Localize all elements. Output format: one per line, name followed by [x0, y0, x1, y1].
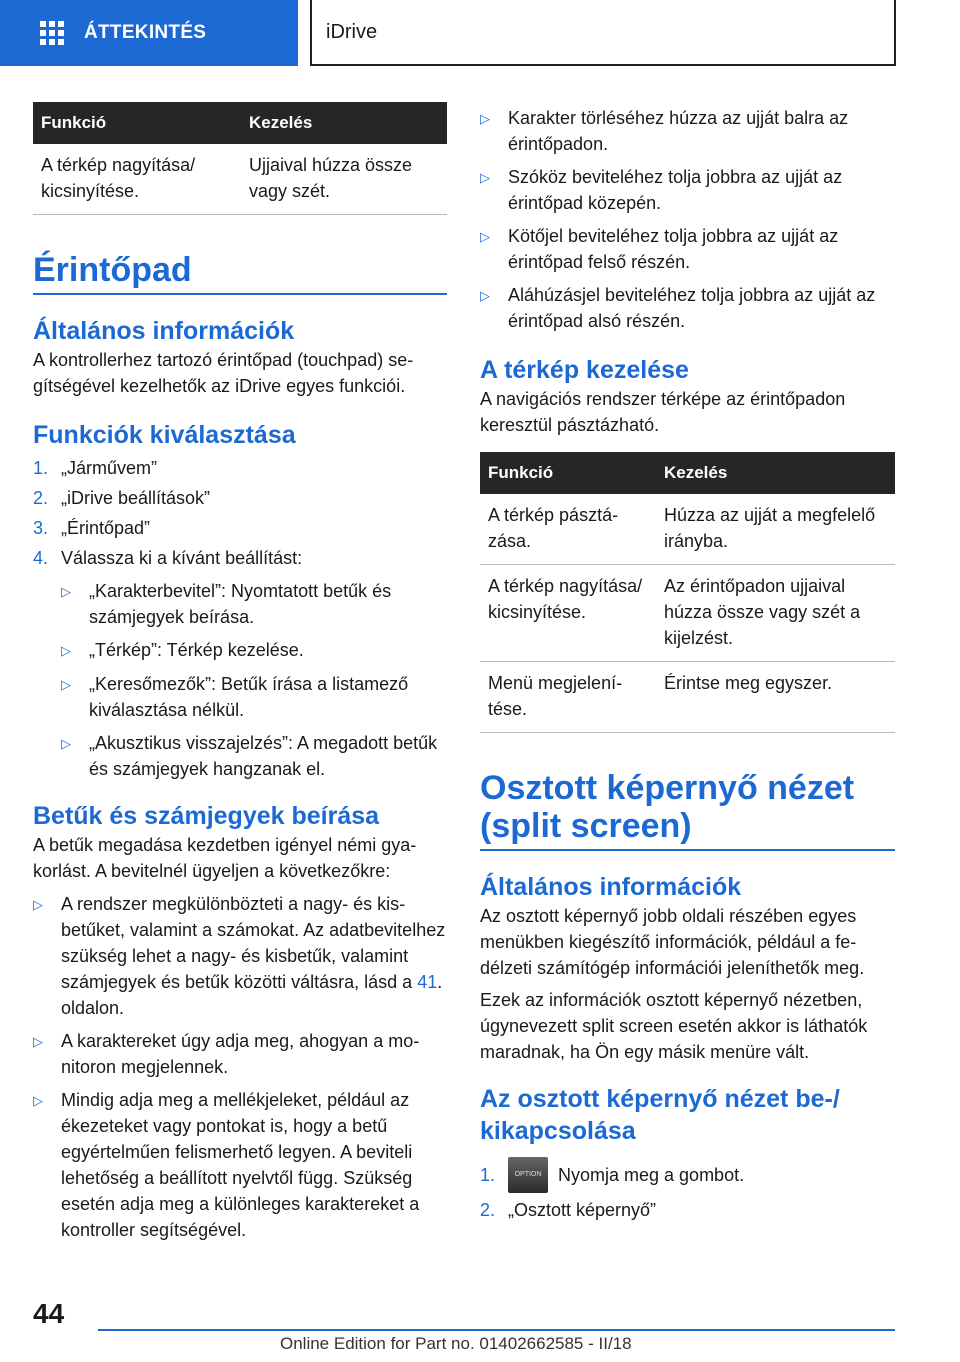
table-cell: A térkép nagyítása/ kicsinyítése.: [33, 144, 241, 215]
bullet-text: A karaktereket úgy adja meg, ahogyan a monitoron megjelennek.: [61, 1031, 420, 1077]
table-cell: Húzza az ujját a megfelelő irányba.: [656, 494, 895, 565]
steps-list: [480, 1157, 895, 1223]
list-item: [33, 1087, 447, 1243]
triangle-bullet-icon: ▷: [33, 1093, 43, 1108]
footer-edition: Online Edition for Part no. 01402662585 - II/18: [280, 1334, 632, 1353]
bullet-text: Karakter törléséhez húzza az ujját balra az érintőpadon.: [508, 108, 849, 154]
list-item: [33, 1028, 447, 1080]
step-number: 3.: [33, 518, 49, 538]
triangle-bullet-icon: ▷: [480, 170, 490, 185]
section-title: Érintőpad: [33, 251, 447, 295]
paragraph: Ezek az információk osztott képernyő nézetben, úgynevezett split screen esetén akkor is láthatók maradnak, ha Ön egy másik menüre vált.: [480, 990, 868, 1062]
list-item: [61, 671, 447, 723]
list-item: [33, 545, 447, 571]
step-text: Válassza ki a kívánt beállítást:: [61, 548, 303, 568]
page-number: 44: [33, 1298, 65, 1329]
table-cell: A térkép nagyítása/ kicsinyítése.: [480, 565, 656, 662]
list-item: [61, 637, 447, 664]
bullet-text: Aláhúzásjel beviteléhez tolja jobbra az ujját az érintőpad alsó részén.: [508, 285, 876, 331]
step-number: 4.: [33, 548, 49, 568]
header-section-tab[interactable]: [0, 0, 298, 66]
table-cell: Menü megjelenítése.: [480, 662, 656, 733]
triangle-bullet-icon: ▷: [33, 897, 43, 912]
right-column: [480, 102, 895, 1223]
bullet-text-end: . oldalon.: [61, 972, 443, 1018]
settings-list: [61, 578, 447, 782]
bullet-text: Szóköz beviteléhez tolja jobbra az ujját az érintőpad közepén.: [508, 167, 843, 213]
bullet-text: „Akusztikus visszajelzés”: A megadott betűk és számjegyek hangzanak el.: [89, 733, 438, 779]
list-item: [33, 891, 447, 1021]
table-row: [480, 662, 895, 733]
list-item: [480, 105, 895, 157]
paragraph: A betűk megadása kezdetben igényel némi gyakorlást. A bevitelnél ügyeljen a következőkre:: [33, 835, 417, 881]
bullet-text: Kötőjel beviteléhez tolja jobbra az ujját az érintőpad felső részén.: [508, 226, 839, 272]
bullet-text: „Térkép”: Térkép kezelése.: [89, 640, 304, 660]
paragraph: Az osztott képernyő jobb oldali részében egyes menükben kiegészítő információk, például a fedélzeti számítógép információi jeleníthetők meg.: [480, 906, 865, 978]
step-number: 2.: [480, 1200, 496, 1220]
header-section-label: ÁTTEKINTÉS: [84, 22, 207, 43]
table-cell: Az érintőpadon ujjaival húzza össze vagy szét a kijelzést.: [656, 565, 895, 662]
function-table-2: [480, 452, 895, 733]
function-table-1: [33, 102, 447, 215]
header-chapter: [310, 0, 896, 66]
bullet-text: Mindig adja meg a mellékjeleket, például az ékezeteket vagy pontokat is, hogy a betű egyértelműen felismerhető legyen. A beviteli lehetőség a beállított nyelvtől függ. Szükség esetén adja meg a különleges karaktereket a kontroller segítségével.: [61, 1090, 420, 1240]
list-item: [480, 1157, 895, 1193]
triangle-bullet-icon: ▷: [61, 736, 71, 751]
step-text: Nyomja meg a gombot.: [558, 1165, 745, 1185]
step-text: „Járművem”: [61, 458, 158, 478]
triangle-bullet-icon: ▷: [33, 1034, 43, 1049]
subsection-title: Az osztott képernyő nézet be-/ kikapcsolása: [480, 1085, 840, 1145]
header-chapter-label: iDrive: [326, 20, 378, 43]
triangle-bullet-icon: ▷: [61, 677, 71, 692]
triangle-bullet-icon: ▷: [61, 584, 71, 599]
triangle-bullet-icon: ▷: [480, 229, 490, 244]
left-column: [33, 102, 447, 1243]
list-item: [480, 164, 895, 216]
triangle-bullet-icon: ▷: [480, 111, 490, 126]
paragraph: A kontrollerhez tartozó érintőpad (touchpad) segítségével kezelhetők az iDrive egyes funkciói.: [33, 350, 414, 396]
subsection-title: A térkép kezelése: [480, 356, 689, 384]
table-header: Kezelés: [656, 452, 895, 494]
subsection-title: Általános információk: [33, 317, 295, 345]
list-item: [33, 485, 447, 511]
section-title: Osztott képernyő nézet (split screen): [480, 769, 895, 851]
list-item: [33, 455, 447, 481]
table-cell: Ujjaival húzza össze vagy szét.: [241, 144, 447, 215]
step-text: „Osztott képernyő”: [508, 1200, 657, 1220]
table-row: [480, 565, 895, 662]
list-item: [61, 578, 447, 630]
footer-divider: [98, 1329, 895, 1331]
bullet-text: „Karakterbevitel”: Nyomtatott betűk és számjegyek beírása.: [89, 581, 392, 627]
step-number: 2.: [33, 488, 49, 508]
bullet-text: [61, 891, 447, 1021]
subsection-title: Funkciók kiválasztása: [33, 421, 296, 449]
table-row: [480, 494, 895, 565]
bullet-text: „Keresőmezők”: Betűk írása a listamező kiválasztása nélkül.: [89, 674, 409, 720]
table-cell: A térkép pásztázása.: [480, 494, 656, 565]
grid-icon: [40, 21, 64, 45]
list-item: [480, 223, 895, 275]
list-item: [61, 730, 447, 782]
list-item: [33, 515, 447, 541]
table-cell: Érintse meg egyszer.: [656, 662, 895, 733]
table-row: [33, 144, 447, 215]
subsection-title: Általános információk: [480, 873, 742, 901]
table-header: Kezelés: [241, 102, 447, 144]
page-link[interactable]: 41: [417, 972, 438, 992]
step-number: 1.: [480, 1165, 496, 1185]
table-header: Funkció: [33, 102, 241, 144]
gesture-list: [480, 105, 895, 334]
list-item: [480, 282, 895, 334]
paragraph: A navigációs rendszer térképe az érintőpadon keresztül pásztázható.: [480, 389, 846, 435]
triangle-bullet-icon: ▷: [61, 643, 71, 658]
steps-list: [33, 455, 447, 571]
list-item: [480, 1197, 895, 1223]
bullet-text-main: A rendszer megkülönbözteti a nagy- és kisbetűket, valamint a számokat. Az adatbevitelhez szükség lehet a nagy- és kisbetűk, valamint számjegyek és betűk közötti váltásra, lásd a: [61, 894, 446, 992]
triangle-bullet-icon: ▷: [480, 288, 490, 303]
option-button-icon: OPTION: [508, 1157, 548, 1193]
table-header: Funkció: [480, 452, 656, 494]
step-text: „Érintőpad”: [61, 518, 151, 538]
step-text: „iDrive beállítások”: [61, 488, 211, 508]
step-number: 1.: [33, 458, 49, 478]
subsection-title: Betűk és számjegyek beírása: [33, 802, 380, 830]
rules-list: [33, 891, 447, 1243]
